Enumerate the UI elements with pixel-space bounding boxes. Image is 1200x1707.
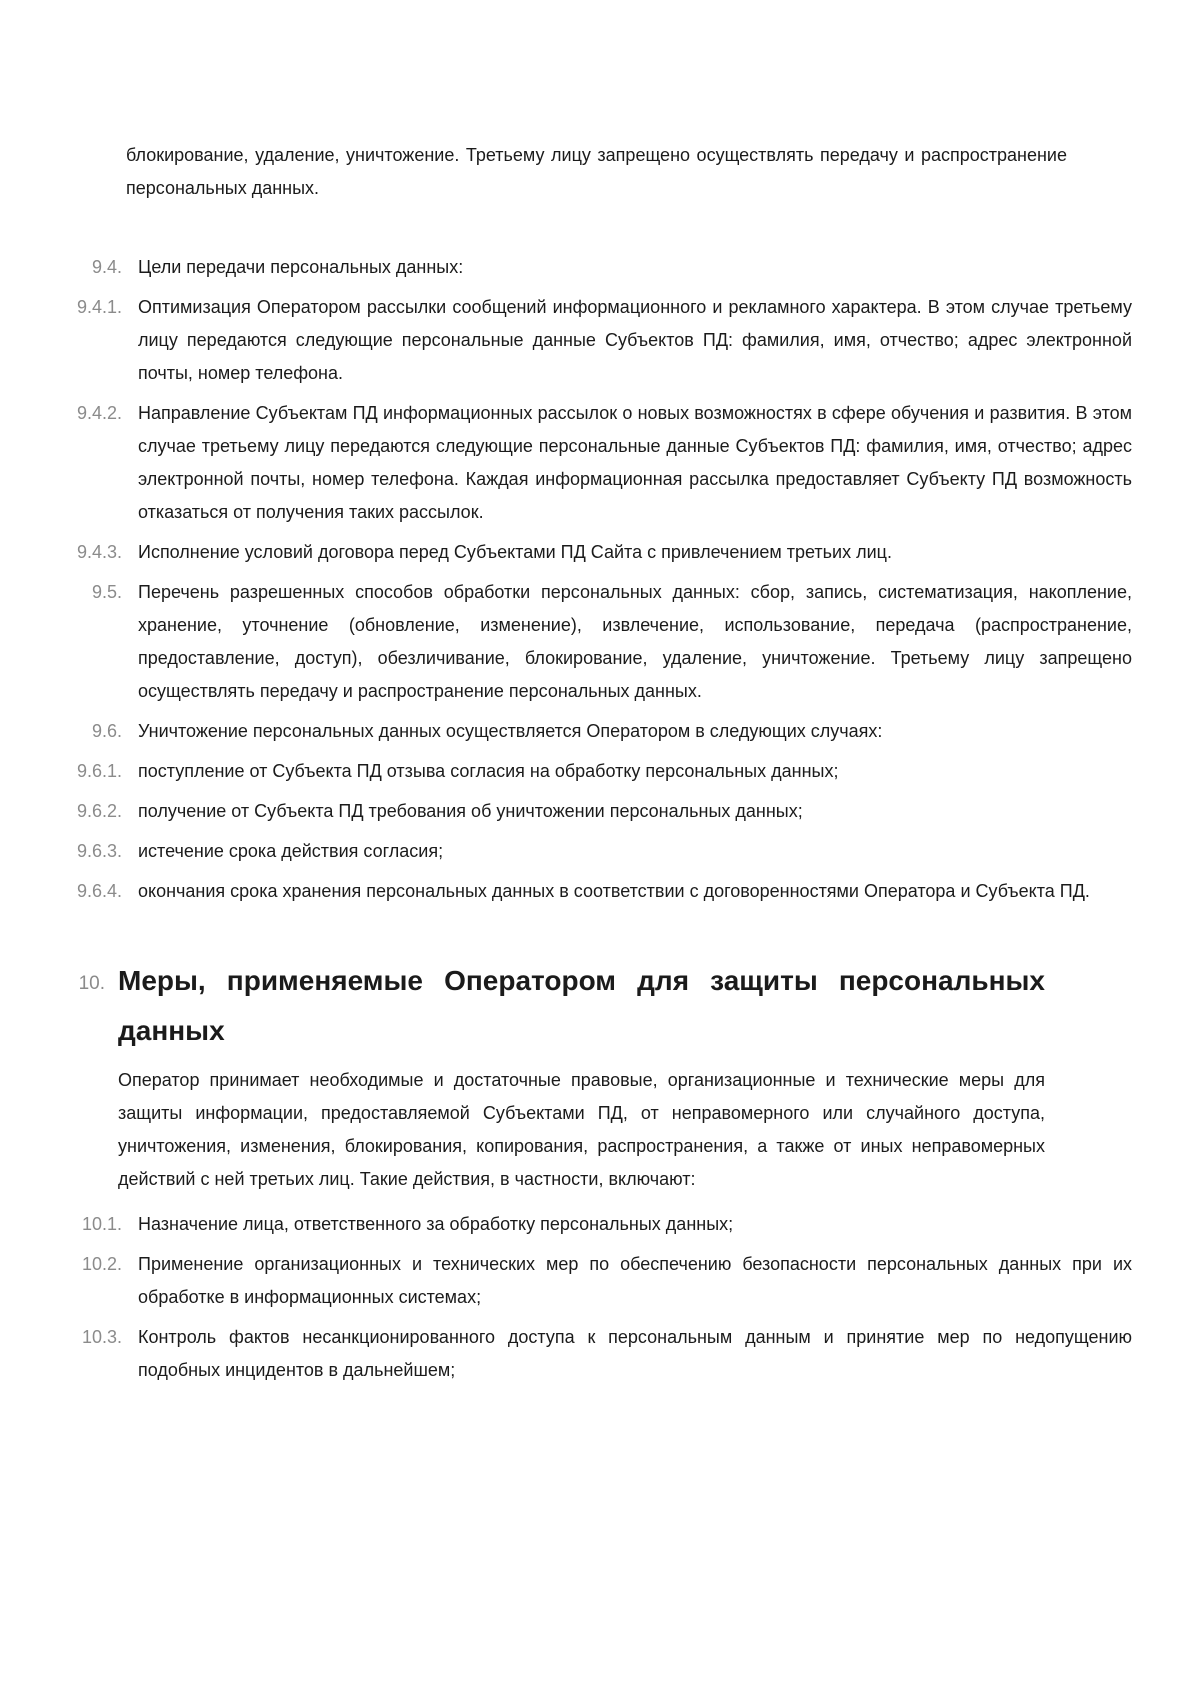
- section-10-items: [50, 1208, 1132, 1387]
- list-item-number: 10.3.: [81, 1327, 122, 1347]
- list-item-text: Исполнение условий договора перед Субъектами ПД Сайта с привлечением третьих лиц.: [138, 542, 892, 562]
- list-item-text: истечение срока действия согласия;: [138, 841, 444, 861]
- list-item-number: 10.2.: [81, 1254, 122, 1274]
- list-item-text: получение от Субъекта ПД требования об уничтожении персональных данных;: [138, 801, 803, 821]
- list-item-text: Оптимизация Оператором рассылки сообщений информационного и рекламного характера. В этом случае третьему лицу передаются следующие персональные данные Субъектов ПД: фамилия, имя, отчество; адрес электронной почты, номер телефона.: [138, 297, 1132, 383]
- section-10: [50, 956, 1132, 1387]
- list-item-text: окончания срока хранения персональных данных в соответствии с договоренностями Оператора и Субъекта ПД.: [138, 881, 1090, 901]
- list-item-text: Цели передачи персональных данных:: [138, 257, 464, 277]
- list-item-text: Уничтожение персональных данных осуществляется Оператором в следующих случаях:: [138, 721, 883, 741]
- list-item-text: Назначение лица, ответственного за обработку персональных данных;: [138, 1214, 734, 1234]
- list-item: [50, 397, 1132, 529]
- list-item-number: 9.6.3.: [76, 841, 122, 861]
- list-item: [50, 576, 1132, 708]
- list-item: [50, 1248, 1132, 1314]
- list-item-number: 9.6.2.: [76, 801, 122, 821]
- list-item-number: 9.5.: [91, 582, 122, 602]
- list-item: [50, 755, 1132, 788]
- list-item: [50, 291, 1132, 390]
- section-heading-number: 10.: [78, 973, 105, 994]
- list-item-number: 9.6.: [91, 721, 122, 741]
- list-item: [50, 835, 1132, 868]
- list-item: [50, 875, 1132, 908]
- list-item-number: 9.4.3.: [76, 542, 122, 562]
- list-item-number: 9.4.: [91, 257, 122, 277]
- continuation-paragraph: блокирование, удаление, уничтожение. Третьему лицу запрещено осуществлять передачу и распространение персональных данных.: [126, 145, 1067, 198]
- section-heading: Меры, применяемые Оператором для защиты персональных данных: [118, 965, 1045, 1046]
- list-item: [50, 251, 1132, 284]
- list-item-number: 9.4.1.: [76, 297, 122, 317]
- list-item-text: Перечень разрешенных способов обработки персональных данных: сбор, запись, систематизация, накопление, хранение, уточнение (обновление, изменение), извлечение, использование, передача (распространение, предоставление, доступ), обезличивание, блокирование, удаление, уничтожение. Третьему лицу запрещено осуществлять передачу и распространение персональных данных.: [138, 582, 1132, 701]
- list-item: [50, 795, 1132, 828]
- list-item: [50, 1208, 1132, 1241]
- list-item-number: 9.4.2.: [76, 403, 122, 423]
- list-item-text: поступление от Субъекта ПД отзыва согласия на обработку персональных данных;: [138, 761, 839, 781]
- section-intro-paragraph: Оператор принимает необходимые и достаточные правовые, организационные и технические меры для защиты информации, предоставляемой Субъектами ПД, от неправомерного или случайного доступа, уничтожения, изменения, блокирования, копирования, распространения, а также от иных неправомерных действий с ней третьих лиц. Такие действия, в частности, включают:: [118, 1070, 1045, 1189]
- list-item-number: 10.1.: [81, 1214, 122, 1234]
- list-item-text: Контроль фактов несанкционированного доступа к персональным данным и принятие мер по недопущению подобных инцидентов в дальнейшем;: [138, 1327, 1132, 1380]
- list-item: [50, 715, 1132, 748]
- list-item: [50, 536, 1132, 569]
- list-item-text: Направление Субъектам ПД информационных рассылок о новых возможностях в сфере обучения и развития. В этом случае третьему лицу передаются следующие персональные данные Субъектов ПД: фамилия, имя, отчество; адрес электронной почты, номер телефона. Каждая информационная рассылка предоставляет Субъекту ПД возможность отказаться от получения таких рассылок.: [138, 403, 1132, 522]
- section-9-items: [50, 251, 1132, 908]
- section-heading-row: [50, 956, 1045, 1056]
- list-item-number: 9.6.4.: [76, 881, 122, 901]
- list-item-text: Применение организационных и технических мер по обеспечению безопасности персональных данных при их обработке в информационных системах;: [138, 1254, 1132, 1307]
- list-item: [50, 1321, 1132, 1387]
- list-item-number: 9.6.1.: [76, 761, 122, 781]
